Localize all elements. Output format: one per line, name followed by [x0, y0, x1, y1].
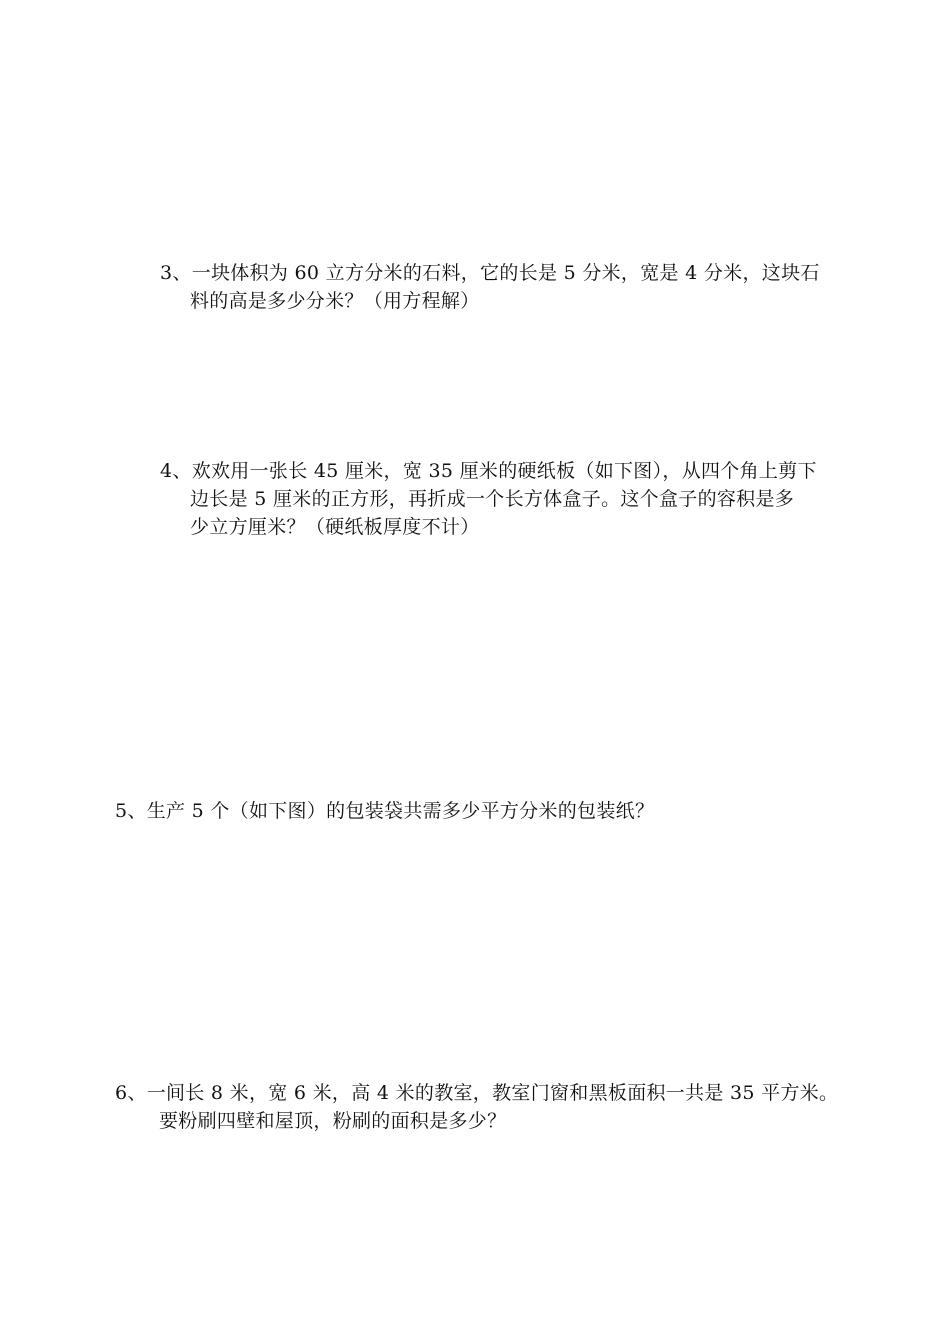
problem-6-line-1: 6、一间长 8 米，宽 6 米，高 4 米的教室，教室门窗和黑板面积一共是 35 平方米。: [115, 1082, 839, 1104]
problem-4-line-1: 4、欢欢用一张长 45 厘米，宽 35 厘米的硬纸板（如下图），从四个角上剪下: [160, 460, 817, 482]
problem-4-line-2: 边长是 5 厘米的正方形，再折成一个长方体盒子。这个盒子的容积是多: [190, 488, 795, 510]
problem-6: [115, 1079, 838, 1135]
problem-3: [160, 259, 820, 315]
problem-4-line-3: 少立方厘米？（硬纸板厚度不计）: [190, 516, 480, 538]
problem-5: [115, 797, 654, 825]
problem-6-line-2: 要粉刷四壁和屋顶，粉刷的面积是多少？: [159, 1110, 507, 1132]
problem-3-line-1: 3、一块体积为 60 立方分米的石料，它的长是 5 分米，宽是 4 分米，这块石: [160, 262, 820, 284]
problem-4: [160, 457, 817, 541]
problem-3-line-2: 料的高是多少分米？（用方程解）: [190, 290, 480, 312]
problem-5-line-1: 5、生产 5 个（如下图）的包装袋共需多少平方分米的包装纸？: [115, 800, 655, 822]
